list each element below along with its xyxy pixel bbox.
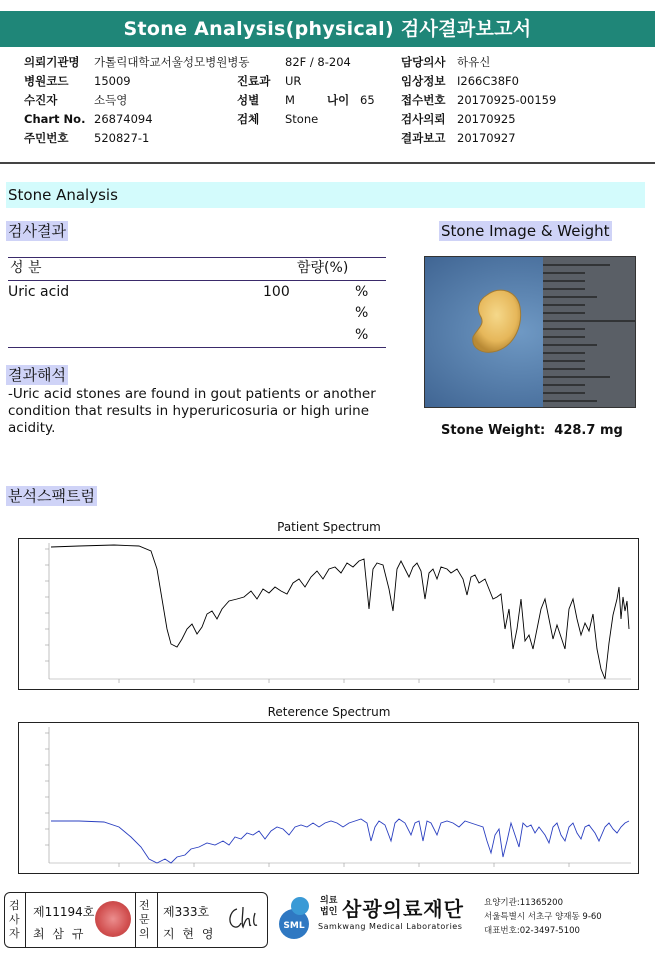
- stone-photo: [424, 256, 636, 408]
- specialist-number: 제333호: [163, 905, 210, 919]
- info-value: 15009: [94, 74, 131, 88]
- table-top-line: [8, 257, 386, 258]
- specimen-row: [237, 110, 318, 129]
- patient-spectrum-title: Patient Spectrum: [277, 520, 381, 534]
- info-value: 20170925-00159: [457, 93, 557, 107]
- info-label: 검사의뢰: [401, 112, 446, 126]
- org-contact: [484, 896, 602, 938]
- dept-row: [237, 72, 301, 91]
- examiner-number: 제11194호: [33, 905, 95, 919]
- weight-label: Stone Weight:: [441, 423, 546, 438]
- info-col-3: [401, 53, 556, 148]
- info-label: 임상정보: [401, 74, 446, 88]
- table-cell-unit: %: [355, 284, 369, 300]
- weight-unit: mg: [599, 423, 623, 438]
- table-cell-unit: %: [355, 305, 369, 321]
- interp-text: [8, 386, 408, 437]
- table-cell-value: 100: [263, 284, 290, 300]
- info-label: 검체: [237, 112, 260, 126]
- info-divider: [0, 162, 655, 164]
- reference-spectrum-chart: [18, 722, 639, 874]
- signature-box: [4, 892, 268, 948]
- logo-text: SML: [283, 921, 305, 931]
- info-label: 담당의사: [401, 55, 446, 69]
- table-cell-name: Uric acid: [8, 284, 70, 300]
- org-type-line: 의료: [320, 896, 338, 906]
- info-label: 성별: [237, 93, 260, 107]
- info-value: I266C38F0: [457, 74, 519, 88]
- info-value: M: [285, 93, 295, 107]
- info-value: 65: [360, 93, 375, 107]
- info-label: 병원코드: [24, 74, 69, 88]
- specialist-role: 전문의: [139, 899, 150, 940]
- info-col-1: [24, 53, 250, 148]
- info-value: 하유신: [457, 55, 491, 69]
- care-number: 요양기관:11365200: [484, 898, 563, 908]
- result-heading: 검사결과: [8, 222, 66, 240]
- stone-weight: [441, 423, 623, 438]
- org-english-name: Samkwang Medical Laboratories: [318, 922, 463, 931]
- info-label: 진료과: [237, 74, 271, 88]
- info-label: 의뢰기관명: [24, 55, 80, 69]
- table-bottom-line: [8, 347, 386, 348]
- patient-spectrum-chart: [18, 538, 639, 690]
- spectrum-heading: 분석스팩트럼: [8, 487, 95, 505]
- reference-spectrum-title: Reterence Spectrum: [267, 705, 391, 719]
- sex-age-row: [237, 91, 375, 110]
- org-type: [320, 896, 337, 918]
- org-phone: 대표번호:02-3497-5100: [484, 926, 580, 936]
- ward-value: 82F / 8-204: [285, 55, 351, 69]
- info-value: Stone: [285, 112, 319, 126]
- reference-spectrum-line: [51, 819, 629, 863]
- info-value: 20170925: [457, 112, 516, 126]
- stone-heading: Stone Image & Weight: [441, 222, 610, 240]
- examiner-seal-icon: [95, 901, 131, 937]
- specialist-signature-icon: [223, 903, 263, 935]
- info-label: 결과보고: [401, 131, 446, 145]
- info-value: UR: [285, 74, 302, 88]
- examiner-role: 검사자: [9, 899, 20, 940]
- specialist-name: 지 현 영: [163, 927, 216, 941]
- table-cell-unit: %: [355, 327, 369, 343]
- info-value: 소득영: [94, 93, 128, 107]
- info-value: 26874094: [94, 112, 153, 126]
- interp-heading: 결과해석: [8, 366, 66, 384]
- info-label: 수진자: [24, 93, 58, 107]
- examiner-name: 최 삼 규: [33, 927, 86, 941]
- info-value: 520827-1: [94, 131, 150, 145]
- info-label: 주민번호: [24, 131, 69, 145]
- col-content-header: 함량(%): [297, 260, 349, 276]
- table-header-line: [8, 280, 386, 281]
- info-label: 접수번호: [401, 93, 446, 107]
- patient-spectrum-line: [51, 545, 629, 679]
- org-address: 서울특별시 서초구 양재동 9-60: [484, 912, 602, 922]
- org-name: 삼광의료재단: [342, 897, 464, 921]
- info-value: 가톨릭대학교서울성모병원병동: [94, 55, 250, 69]
- interp-line: -Uric acid stones are found in gout patients or another: [8, 386, 376, 402]
- interp-line: condition that results in hyperuricosuria or high urine acidity.: [8, 403, 370, 436]
- weight-value: 428.7: [554, 423, 596, 438]
- report-title: Stone Analysis(physical) 검사결과보고서: [0, 11, 655, 47]
- org-logo: [270, 894, 316, 940]
- info-label: Chart No.: [24, 112, 86, 126]
- org-type-line: 법인: [320, 907, 338, 917]
- info-label: 나이: [327, 93, 350, 107]
- info-value: 20170927: [457, 131, 516, 145]
- section-title: Stone Analysis: [6, 182, 645, 208]
- col-component-header: 성 분: [10, 260, 42, 276]
